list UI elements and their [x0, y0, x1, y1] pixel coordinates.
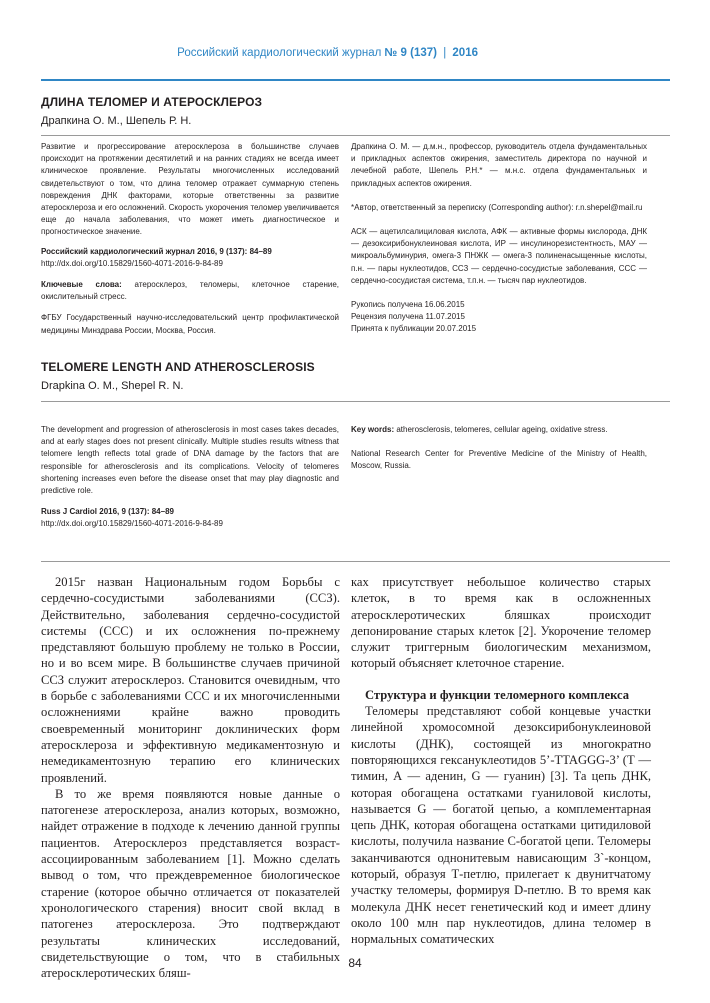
- received-date: Рукопись получена 16.06.2015: [351, 300, 465, 310]
- abstract-ru-column: [41, 141, 339, 337]
- divider-ru: [41, 135, 670, 136]
- journal-issue: № 9 (137): [384, 47, 437, 59]
- article-title-ru: ДЛИНА ТЕЛОМЕР И АТЕРОСКЛЕРОЗ: [41, 95, 263, 109]
- body-paragraph: Теломеры представляют собой концевые участки линейной хромосомной дезоксирибонуклеиновой кислоты (ДНК), состоящей из многократно повторяющихся гексануклеотидов 5’-TTAGGG-3’ (Т — тимин, А — аденин, G — гуанин) [3]. Та цепь ДНК, которая обогащена остатками гуаниловой кислоты, называется G — богатой цепью, а комплементарная цепь ДНК, которая обогащена остатками цитидиловой кислоты, получила название С-богатой цепи. Теломеры заканчиваются однонитевым нависающим 3`-концом, который, образуя Т-петлю, прилегает к двунитчатому участку теломеры, формируя D-петлю. В то время как молекула ДНК несет генетический код и имеет длину около 100 млн пар нуклеотидов, длина теломер в нормальных соматических: [351, 704, 651, 947]
- journal-name: Российский кардиологический журнал: [177, 47, 382, 59]
- body-right-column: [351, 574, 651, 948]
- keywords-en-column: [351, 424, 647, 473]
- journal-year: 2016: [452, 47, 478, 59]
- keywords-text-ru: атеросклероз, теломеры, клеточное старение, окислительный стресс.: [41, 280, 339, 302]
- corresponding-author: *Автор, ответственный за переписку (Corresponding author): r.n.shepel@mail.ru: [351, 202, 643, 212]
- abstract-en: The development and progression of atherosclerosis in most cases takes decades, and at early stages does not present clinically. Multiple studies results witness that telomere length reflects total grade of DNA damage by the factors that are responsible for atherosclerosis and its complications. Velocity of telomeres shortening increases even before the disease onset that may play diagnostic and predictive role.: [41, 425, 339, 496]
- citation-ru: Российский кардиологический журнал 2016, 9 (137): 84–89: [41, 246, 272, 256]
- reviewed-date: Рецензия получена 11.07.2015: [351, 312, 465, 322]
- section-heading: Структура и функции теломерного комплекса: [365, 687, 630, 702]
- keywords-label-ru: Ключевые слова:: [41, 280, 122, 290]
- keywords-en: [351, 424, 647, 436]
- keywords-text-en: atherosclerosis, telomeres, cellular ageing, oxidative stress.: [396, 425, 608, 434]
- author-info-column: [351, 141, 647, 336]
- affiliation-en: National Research Center for Preventive Medicine of the Ministry of Health, Moscow, Russia.: [351, 449, 647, 471]
- keywords-label-en: Key words:: [351, 425, 395, 434]
- doi-en[interactable]: http://dx.doi.org/10.15829/1560-4071-2016-9-84-89: [41, 519, 223, 529]
- authors-ru: Драпкина О. М., Шепель Р. Н.: [41, 115, 192, 127]
- body-left-column: [41, 574, 340, 981]
- page-number: 84: [348, 956, 362, 970]
- author-info: Драпкина О. М. — д.м.н., профессор, руководитель отдела фундаментальных и прикладных аспектов ожирения, заместитель директора по научной и лечебной работе, Шепель Р.Н.* — м.н.с. отдела фундаментальных и прикладных аспектов ожирения.: [351, 142, 647, 188]
- header-rule: [41, 79, 670, 81]
- affiliation-ru: ФГБУ Государственный научно-исследовательский центр профилактической медицины Минздрава России, Москва, Россия.: [41, 313, 339, 335]
- body-paragraph: ках присутствует небольшое количество старых клеток, в то время как в осложненных атеросклеротических бляшках происходит депонирование старых клеток [2]. Укорочение теломер служит триггерным биологическим механизмом, который объясняет клеточное старение.: [351, 575, 651, 671]
- abstract-ru: Развитие и прогрессирование атеросклероза в большинстве случаев происходит на протяжении десятилетий и на ранних стадиях не всегда имеет клиническое проявление. Результаты многочисленных исследований свидетельствуют о том, что длина теломер отражает суммарную степень повреждения ДНК факторами, которые ответственны за развитие атеросклероза и его осложнений. Скорость укорочения теломер увеличивается еще до начала заболевания, что может иметь диагностическое и прогностическое значение.: [41, 142, 339, 237]
- authors-en: Drapkina O. M., Shepel R. N.: [41, 380, 184, 392]
- keywords-ru: [41, 279, 339, 303]
- abstract-en-column: [41, 424, 339, 531]
- divider-en: [41, 401, 670, 402]
- article-title-en: TELOMERE LENGTH AND ATHEROSCLEROSIS: [41, 360, 315, 374]
- header-separator: |: [443, 47, 447, 59]
- body-paragraph: В то же время появляются новые данные о патогенезе атеросклероза, анализ которых, возможно, найдет отражение в подходе к лечению данной группы пациентов. Атеросклероз представляется возраст-ассоциированным заболеванием [1]. Можно сделать вывод о том, что преждевременное биологическое старение (которое обычно отличается от показателей хронологического старения) вносит свой вклад в патогенез атеросклероза. Это подтверждают результаты клинических исследований, свидетельствующие о том, что в стабильных атеросклеротических бляш-: [41, 786, 340, 981]
- accepted-date: Принята к публикации 20.07.2015: [351, 324, 477, 334]
- abbreviations: АСК — ацетилсалициловая кислота, АФК — активные формы кислорода, ДНК — дезоксирибонуклеиновая кислота, ИР — инсулинорезистентность, МАУ — микроальбуминурия, омега-3 ПНЖК — омега-3 полиненасыщенные кислоты, п.н. — пары нуклеотидов, СС3 — сердечно-сосудистые заболевания, ССС — сердечно-сосудистая система, т.п.н. — тысяч пар нуклеотидов.: [351, 227, 647, 285]
- body-paragraph: 2015г назван Национальным годом Борьбы с сердечно-сосудистыми заболеваниями (ССЗ). Действительно, заболевания сердечно-сосудистой системы (ССС) и их осложнения по-прежнему представляют большую проблему не только в России, но и во всем мире. В большинстве случаев причиной ССЗ служит атеросклероз. Становится очевидным, что в борьбе с заболеваниями ССС и их многочисленными осложнениями крайне важно проводить своевременный мониторинг доклинических форм атеросклероза и эффективную медикаментозную и немедикаментозную терапию его клинических проявлений.: [41, 575, 340, 785]
- divider-body: [41, 561, 670, 562]
- doi-ru[interactable]: http://dx.doi.org/10.15829/1560-4071-2016-9-84-89: [41, 258, 223, 268]
- journal-header: [0, 47, 478, 59]
- citation-en: Russ J Cardiol 2016, 9 (137): 84–89: [41, 507, 174, 517]
